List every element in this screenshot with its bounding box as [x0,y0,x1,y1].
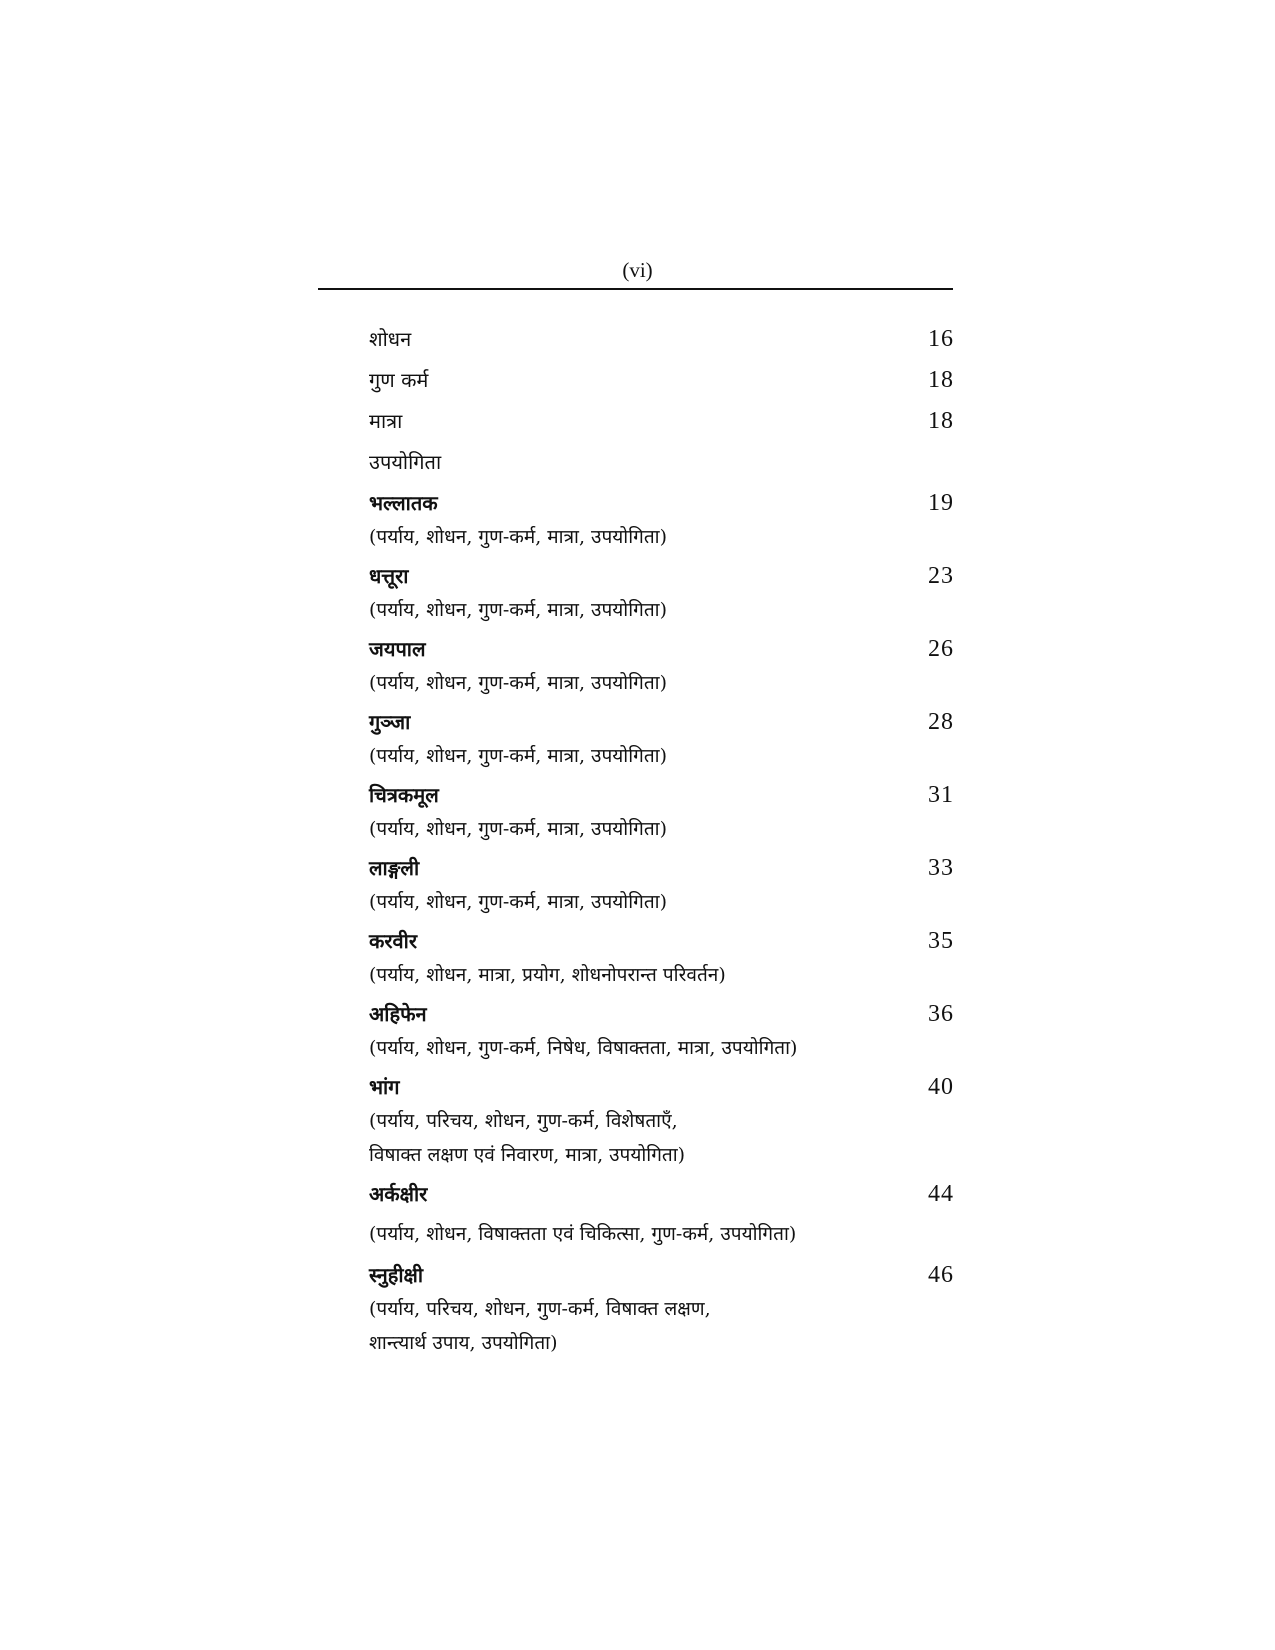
header-rule [318,288,953,290]
toc-chapter-chitrakmool [369,778,954,851]
toc-chapter-arkksheer [369,1177,954,1258]
toc-chapter-desc: (पर्याय, शोधन, गुण-कर्म, निषेध, विषाक्तता, मात्रा, उपयोगिता) [369,1037,798,1059]
page-number: (vi) [622,258,653,282]
toc-chapter-desc: (पर्याय, शोधन, गुण-कर्म, मात्रा, उपयोगिता) [369,818,667,840]
toc-chapter-desc-continued: विषाक्त लक्षण एवं निवारण, मात्रा, उपयोगिता) [369,1144,686,1166]
toc-chapter-jaypal [369,632,954,705]
toc-chapter-title: अहिफेन [369,1002,427,1026]
toc-chapter-page: 31 [928,782,954,808]
toc-chapter-page: 40 [928,1074,954,1100]
toc-item-matra [369,404,954,445]
toc-item-page: 18 [928,367,954,393]
toc-chapter-ahiphen [369,997,954,1070]
toc-chapter-page: 35 [928,928,954,954]
toc-chapter-title: जयपाल [369,637,426,661]
toc-chapter-title: धत्तूरा [369,564,409,588]
toc-chapter-page: 36 [928,1001,954,1027]
toc-chapter-title: भांग [369,1075,400,1099]
toc-chapter-page: 23 [928,563,954,589]
toc-chapter-desc: (पर्याय, परिचय, शोधन, गुण-कर्म, विषाक्त लक्षण, [369,1298,711,1320]
toc-chapter-bhallatak [369,486,954,559]
toc-chapter-gunja [369,705,954,778]
toc-chapter-desc: (पर्याय, शोधन, मात्रा, प्रयोग, शोधनोपरान्त परिवर्तन) [369,964,726,986]
toc-chapter-desc: (पर्याय, शोधन, गुण-कर्म, मात्रा, उपयोगिता) [369,745,667,767]
toc-chapter-desc: (पर्याय, शोधन, गुण-कर्म, मात्रा, उपयोगिता) [369,526,667,548]
toc-chapter-title: भल्लातक [369,491,438,515]
toc-chapter-karveer [369,924,954,997]
toc-chapter-title: अर्कक्षीर [369,1182,428,1206]
toc-item-gun-karm [369,363,954,404]
toc-item-title: उपयोगिता [369,450,442,474]
toc-chapter-title: करवीर [369,929,418,953]
toc-chapter-page: 44 [928,1181,954,1207]
toc-chapter-desc: (पर्याय, परिचय, शोधन, गुण-कर्म, विशेषताएँ, [369,1110,678,1132]
toc-chapter-langali [369,851,954,924]
toc-chapter-page: 28 [928,709,954,735]
toc-item-page: 16 [928,326,954,352]
toc-chapter-desc: (पर्याय, शोधन, विषाक्तता एवं चिकित्सा, गुण-कर्म, उपयोगिता) [369,1223,797,1245]
toc-chapter-desc: (पर्याय, शोधन, गुण-कर्म, मात्रा, उपयोगिता) [369,599,667,621]
toc-item-upyogita [369,445,954,486]
toc-chapter-title: चित्रकमूल [369,783,439,807]
toc-chapter-desc: (पर्याय, शोधन, गुण-कर्म, मात्रा, उपयोगिता) [369,672,667,694]
toc-chapter-snuhiksheer [369,1258,954,1365]
table-of-contents [369,322,954,1365]
toc-chapter-page: 46 [928,1262,954,1288]
toc-chapter-dhattura [369,559,954,632]
toc-item-shodhan [369,322,954,363]
toc-chapter-desc: (पर्याय, शोधन, गुण-कर्म, मात्रा, उपयोगिता) [369,891,667,913]
toc-item-title: शोधन [369,327,412,351]
toc-item-title: मात्रा [369,409,403,433]
toc-chapter-bhang [369,1070,954,1177]
toc-chapter-page: 26 [928,636,954,662]
toc-item-page: 18 [928,408,954,434]
toc-item-title: गुण कर्म [369,368,429,392]
toc-chapter-title: गुञ्जा [369,710,411,734]
toc-chapter-desc-continued: शान्त्यार्थ उपाय, उपयोगिता) [369,1332,558,1354]
toc-chapter-page: 33 [928,855,954,881]
toc-chapter-title: स्नुहीक्षी [369,1263,424,1287]
toc-chapter-title: लाङ्गली [369,856,420,880]
toc-chapter-page: 19 [928,490,954,516]
